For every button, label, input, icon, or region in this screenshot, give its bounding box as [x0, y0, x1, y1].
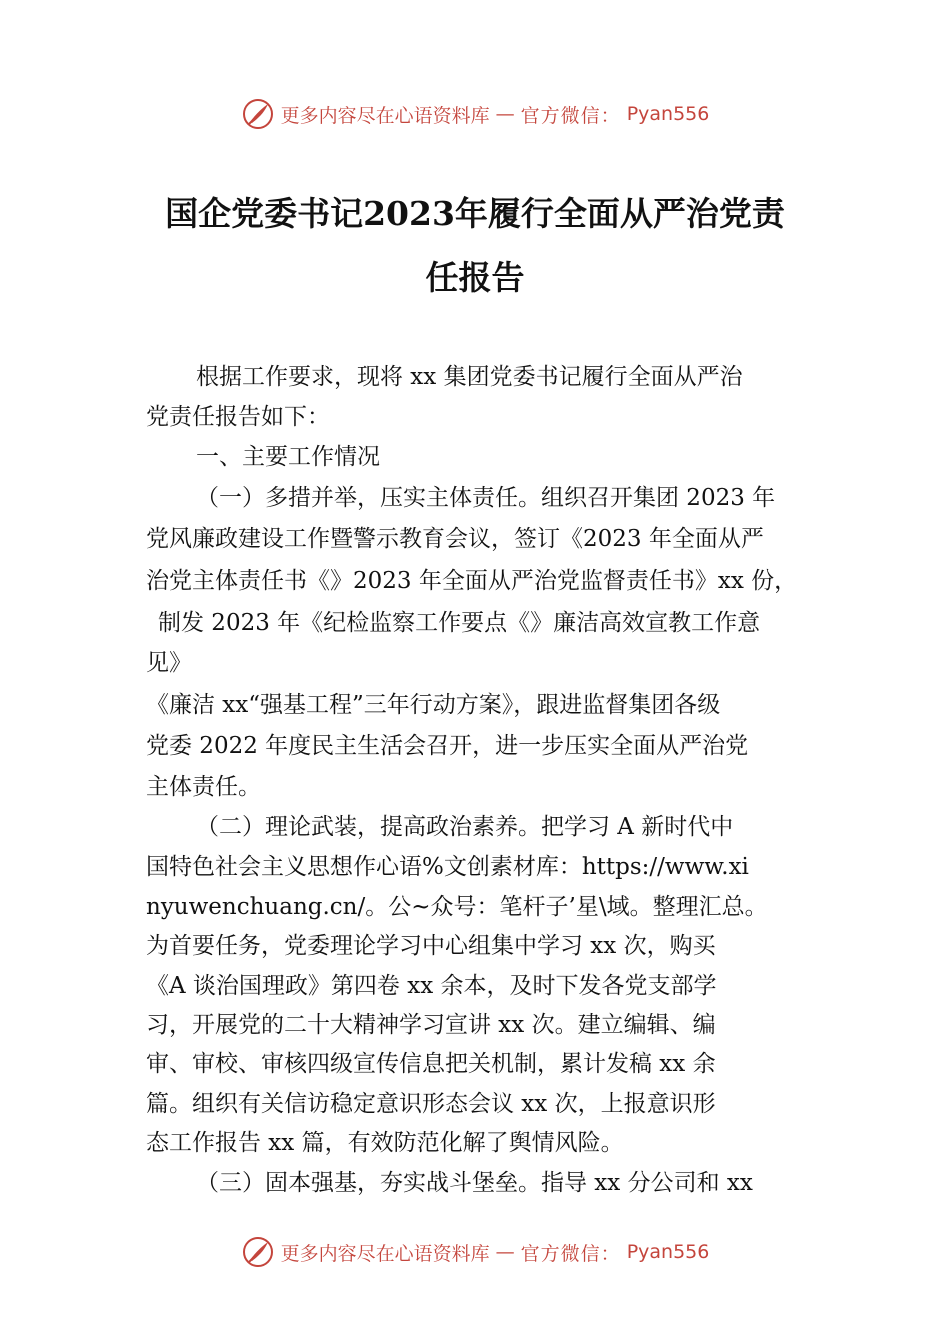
watermark-wechat-id: Pyan556: [626, 1241, 710, 1263]
body-line: nyuwenchuang.cn/。公~众号：笔杆子’星\域。整理汇总。: [146, 894, 768, 920]
quill-pen-logo-icon: [241, 1235, 275, 1269]
watermark-wechat-id: Pyan556: [626, 103, 710, 125]
watermark-wechat-label: 官方微信：: [520, 104, 621, 127]
body-line: 《廉洁 xx“强基工程”三年行动方案》，跟进监督集团各级: [146, 692, 721, 718]
quill-pen-logo-icon: [241, 97, 275, 131]
watermark-wechat-label: 官方微信：: [520, 1242, 621, 1265]
body-line: 习，开展党的二十大精神学习宣讲 xx 次。建立编辑、编: [146, 1012, 716, 1038]
body-line: 审、审校、审核四级宣传信息把关机制，累计发稿 xx 余: [146, 1051, 716, 1077]
document-title-line-1: 国企党委书记2023年履行全面从严治党责: [165, 194, 785, 233]
body-line: 国特色社会主义思想作心语%文创素材库：https://www.xi: [146, 854, 749, 880]
body-line: 党风廉政建设工作暨警示教育会议，签订《2023 年全面从严: [146, 526, 764, 552]
section-heading: 一、主要工作情况: [196, 444, 380, 470]
body-line: （三）固本强基，夯实战斗堡垒。指导 xx 分公司和 xx: [196, 1170, 753, 1196]
body-line: 制发 2023 年《纪检监察工作要点《》廉洁高效宣教工作意: [158, 610, 761, 636]
body-line: 党委 2022 年度民主生活会召开，进一步压实全面从严治党: [146, 733, 749, 759]
body-line: 根据工作要求，现将 xx 集团党委书记履行全面从严治: [196, 364, 743, 390]
header-watermark: [0, 94, 950, 134]
body-line: 治党主体责任书《》2023 年全面从严治党监督责任书》xx 份，: [146, 568, 798, 594]
body-line: 见》: [146, 650, 192, 676]
watermark-dash: —: [495, 1241, 515, 1263]
body-line: 《A 谈治国理政》第四卷 xx 余本，及时下发各党支部学: [146, 973, 717, 999]
body-line: 主体责任。: [146, 774, 261, 800]
watermark-main-text: 更多内容尽在心语资料库: [280, 104, 490, 127]
watermark-main-text: 更多内容尽在心语资料库: [280, 1242, 490, 1265]
body-line: 为首要任务，党委理论学习中心组集中学习 xx 次，购买: [146, 933, 716, 959]
body-line: （一）多措并举，压实主体责任。组织召开集团 2023 年: [196, 485, 776, 511]
watermark-dash: —: [495, 103, 515, 125]
body-line: 态工作报告 xx 篇，有效防范化解了舆情风险。: [146, 1130, 624, 1156]
body-line: 党责任报告如下：: [146, 404, 330, 430]
footer-watermark: [0, 1232, 950, 1272]
body-line: （二）理论武装，提高政治素养。把学习 A 新时代中: [196, 814, 734, 840]
document-title-line-2: 任报告: [425, 258, 525, 297]
body-line: 篇。组织有关信访稳定意识形态会议 xx 次，上报意识形: [146, 1091, 716, 1117]
